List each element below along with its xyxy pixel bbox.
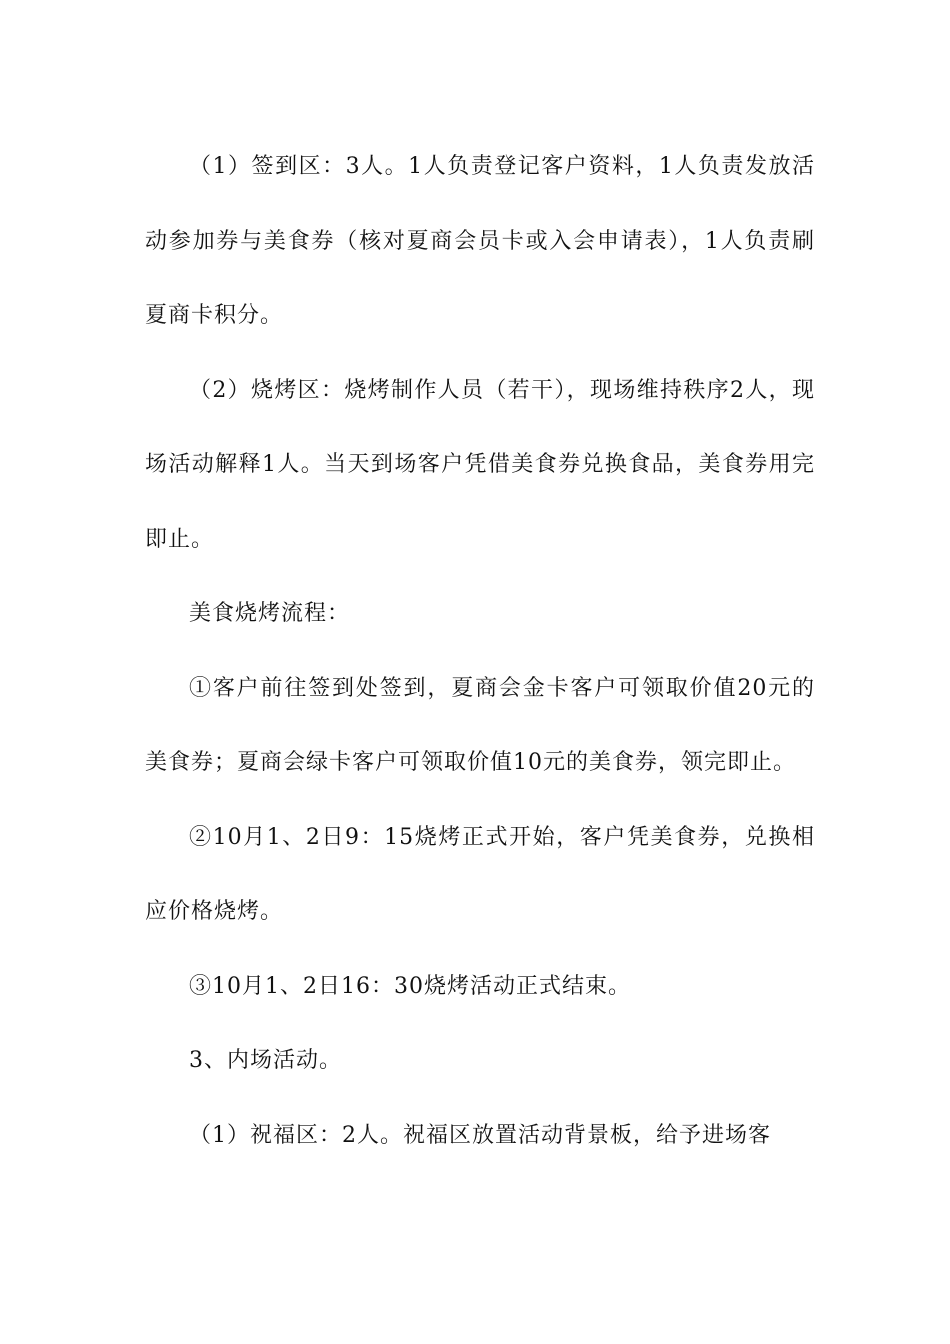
document-body bbox=[145, 130, 815, 1173]
paragraph-indoor-activity-heading: 3、内场活动。 bbox=[189, 1048, 342, 1073]
paragraph-bbq-area: （2）烧烤区：烧烤制作人员（若干），现场维持秩序2人，现场活动解释1人。当天到场客户凭借美食券兑换食品，美食券用完即止。 bbox=[145, 377, 815, 552]
paragraph-signin-area: （1）签到区：3人。1人负责登记客户资料，1人负责发放活动参加券与美食券（核对夏商会员卡或入会申请表），1人负责刷夏商卡积分。 bbox=[145, 154, 815, 328]
paragraph-bbq-process-heading: 美食烧烤流程： bbox=[189, 601, 351, 626]
paragraph-process-step-2: ②10月1、2日9：15烧烤正式开始，客户凭美食券，兑换相应价格烧烤。 bbox=[145, 824, 815, 924]
paragraph-process-step-1: ①客户前往签到处签到，夏商会金卡客户可领取价值20元的美食券；夏商会绿卡客户可领取价值10元的美食券，领完即止。 bbox=[145, 675, 815, 775]
paragraph-process-step-3: ③10月1、2日16：30烧烤活动正式结束。 bbox=[189, 973, 631, 999]
paragraph-blessing-area: （1）祝福区：2人。祝福区放置活动背景板，给予进场客 bbox=[189, 1122, 771, 1148]
